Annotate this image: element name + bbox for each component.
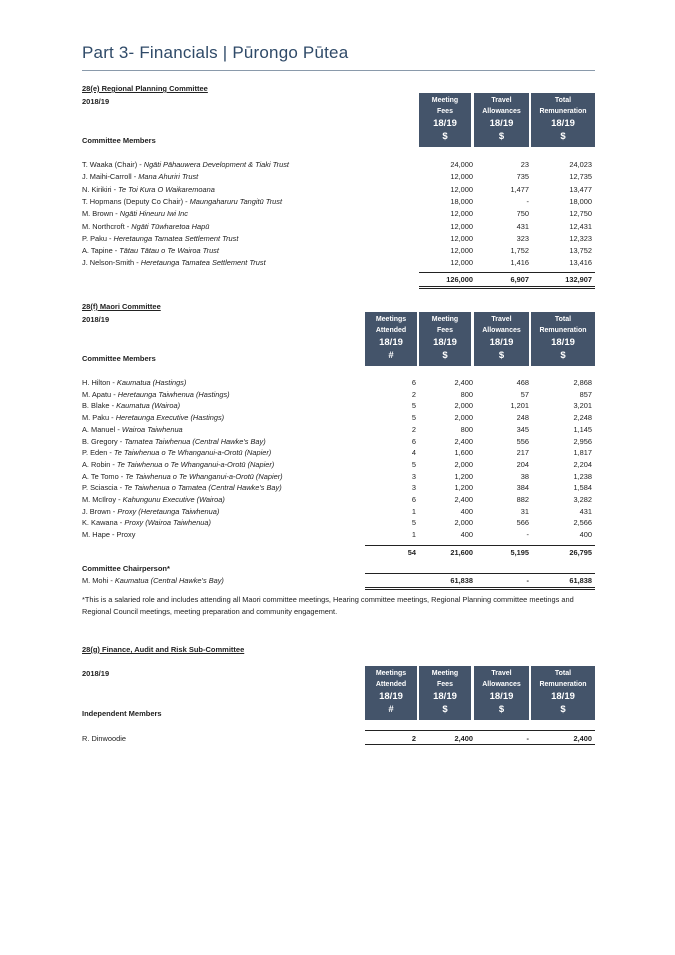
meetings-attended: 6: [411, 495, 416, 504]
header-line: 18/19: [433, 118, 457, 129]
header-line: $: [560, 704, 566, 715]
audit-header-col: [365, 666, 417, 720]
travel-allowance: 1,477: [510, 184, 529, 194]
regional-header-col: [419, 93, 471, 147]
meeting-fees: 2,000: [454, 459, 473, 469]
chair-travel: -: [526, 576, 529, 585]
member-name: [82, 245, 219, 256]
table-row: [82, 471, 595, 482]
maori-total-fees: 21,600: [450, 548, 473, 557]
header-line: 18/19: [489, 691, 514, 702]
header-line: Attended: [375, 327, 407, 334]
header-line: Fees: [437, 681, 453, 688]
meeting-fees: 12,000: [450, 172, 473, 182]
total-remuneration: 2,956: [573, 436, 592, 446]
travel-allowance: 431: [516, 221, 529, 231]
total-remuneration: 1,145: [573, 424, 592, 434]
travel-allowance: -: [526, 530, 529, 540]
header-line: Remuneration: [539, 327, 587, 334]
member-name-text: M. Northcroft -: [82, 221, 132, 231]
maori-header-col: [365, 312, 417, 366]
meeting-fees: 1,200: [454, 471, 473, 481]
member-organisation: Maungaharuru Tangitū Trust: [189, 196, 283, 206]
header-line: Allowances: [482, 108, 521, 115]
meeting-fees: 800: [460, 424, 473, 434]
member-name: [82, 482, 282, 493]
member-name: [82, 196, 282, 207]
table-row: [82, 233, 595, 244]
member-name: [82, 159, 289, 170]
member-name-text: B. Gregory -: [82, 436, 125, 446]
header-line: #: [388, 350, 394, 361]
meetings-attended: 2: [411, 734, 416, 743]
header-line: 18/19: [489, 118, 514, 129]
member-organisation: Te Toi Kura O Waikaremoana: [118, 184, 215, 194]
header-line: $: [498, 131, 505, 142]
maori-members-label: Committee Members: [82, 354, 156, 363]
meeting-fees: 12,000: [450, 184, 473, 194]
meetings-attended: 4: [411, 448, 416, 458]
travel-allowance: 384: [516, 483, 529, 493]
member-organisation: Heretaunga Executive (Hastings): [115, 413, 225, 423]
member-name: [82, 377, 186, 388]
member-name-text: A. Tapine -: [82, 246, 120, 256]
member-organisation: Mana Ahuriri Trust: [138, 172, 199, 182]
header-line: 18/19: [489, 337, 514, 348]
meeting-fees: 2,400: [454, 436, 473, 446]
meeting-fees: 12,000: [450, 246, 473, 256]
meeting-fees: 2,000: [454, 518, 473, 528]
total-remuneration: 1,817: [573, 448, 592, 458]
table-row: [82, 196, 595, 207]
total-remuneration: 431: [579, 506, 592, 516]
travel-allowance: 248: [516, 413, 529, 423]
member-name-text: T. Waaka (Chair) -: [82, 160, 144, 169]
travel-allowance: 750: [516, 209, 529, 219]
meeting-fees: 400: [460, 506, 473, 516]
audit-row-top-rule: [365, 730, 595, 731]
total-remuneration: 12,323: [569, 233, 592, 243]
total-remuneration: 2,248: [573, 413, 592, 423]
audit-heading: 28(g) Finance, Audit and Risk Sub-Committee: [82, 645, 245, 654]
total-remuneration: 13,477: [569, 184, 592, 194]
header-line: 18/19: [379, 337, 403, 348]
table-row: [82, 208, 595, 219]
meetings-attended: 3: [411, 483, 416, 493]
maori-header-col: [531, 312, 595, 366]
total-remuneration: 3,201: [573, 401, 592, 411]
total-remuneration: 2,400: [573, 734, 592, 743]
member-name: [82, 471, 283, 482]
member-name-text: J. Maihi-Carroll -: [82, 172, 139, 182]
table-row: [82, 221, 595, 232]
member-name: [82, 447, 271, 458]
travel-allowance: 217: [516, 448, 529, 458]
table-row: [82, 517, 595, 528]
member-organisation: Tātau Tātau o Te Wairoa Trust: [119, 246, 219, 256]
member-organisation: Ngāti Tūwharetoa Hapū: [131, 221, 210, 231]
maori-heading: 28(f) Maori Committee: [82, 302, 161, 311]
table-row: [82, 436, 595, 447]
chair-fees: 61,838: [450, 576, 473, 585]
chair-label: Committee Chairperson*: [82, 564, 170, 573]
chair-name: M. Mohi - Kaumatua (Central Hawke's Bay): [82, 576, 224, 585]
header-line: Meeting: [431, 316, 459, 323]
header-line: Remuneration: [539, 681, 587, 688]
header-line: Attended: [375, 681, 407, 688]
header-line: 18/19: [433, 691, 457, 702]
travel-allowance: 204: [516, 459, 529, 469]
member-organisation: Proxy (Heretaunga Taiwhenua): [117, 506, 220, 516]
table-row: [82, 529, 595, 540]
header-line: $: [560, 131, 566, 142]
meeting-fees: 12,000: [450, 221, 473, 231]
meeting-fees: 400: [460, 530, 473, 540]
header-line: Meeting: [431, 97, 459, 104]
header-line: Allowances: [482, 327, 521, 334]
travel-allowance: 1,416: [510, 258, 529, 268]
header-line: $: [498, 350, 505, 361]
regional-total-remuneration: 132,907: [565, 275, 592, 284]
member-name: [82, 400, 180, 411]
member-name-text: N. Kirikiri -: [82, 184, 119, 194]
header-line: 18/19: [551, 118, 575, 129]
travel-allowance: 882: [516, 495, 529, 504]
table-row: [82, 171, 595, 182]
header-line: Total: [554, 316, 572, 323]
travel-allowance: 38: [520, 471, 529, 481]
header-line: Allowances: [482, 681, 521, 688]
travel-allowance: 566: [516, 518, 529, 528]
header-line: Total: [554, 97, 572, 104]
member-name: [82, 389, 230, 400]
member-name-text: H. Hilton -: [82, 378, 117, 387]
member-name: [82, 221, 209, 232]
member-name-text: P. Eden -: [82, 448, 114, 458]
regional-total-row: [82, 274, 595, 285]
member-organisation: Proxy (Wairoa Taiwhenua): [124, 518, 211, 528]
member-name-text: R. Dinwoodie: [82, 734, 126, 743]
regional-year: 2018/19: [82, 97, 110, 106]
member-name-text: T. Hopmans (Deputy Co Chair) -: [82, 196, 190, 206]
audit-year: 2018/19: [82, 669, 110, 678]
member-organisation: Kahungunu Executive (Wairoa): [122, 495, 225, 504]
regional-header-col: [474, 93, 529, 147]
member-name: [82, 208, 188, 219]
header-line: Travel: [491, 316, 512, 323]
maori-header-col: [419, 312, 471, 366]
table-row: [82, 424, 595, 435]
table-row: [82, 389, 595, 400]
member-name-text: P. Sciascia -: [82, 483, 125, 493]
table-row: [82, 400, 595, 411]
member-name: [82, 517, 211, 528]
meetings-attended: 5: [411, 413, 416, 423]
chair-total: 61,838: [569, 576, 592, 585]
meeting-fees: 18,000: [450, 196, 473, 206]
meetings-attended: 6: [411, 436, 416, 446]
total-remuneration: 400: [579, 530, 592, 540]
chair-double-rule: [365, 587, 595, 590]
total-remuneration: 12,431: [569, 221, 592, 231]
member-name: [82, 506, 219, 517]
total-remuneration: 2,868: [573, 378, 592, 387]
total-remuneration: 13,752: [569, 246, 592, 256]
total-remuneration: 1,584: [573, 483, 592, 493]
travel-allowance: 23: [520, 160, 529, 169]
member-organisation: Kaumatua (Wairoa): [116, 401, 181, 411]
travel-allowance: 468: [516, 378, 529, 387]
meeting-fees: 2,000: [454, 413, 473, 423]
regional-heading: 28(e) Regional Planning Committee: [82, 84, 208, 93]
maori-total-travel: 5,195: [510, 548, 529, 557]
meeting-fees: 1,600: [454, 448, 473, 458]
header-line: Travel: [491, 97, 512, 104]
header-line: Meetings: [375, 670, 407, 677]
meeting-fees: 2,000: [454, 401, 473, 411]
member-name: [82, 184, 215, 195]
member-name-text: M. Brown -: [82, 209, 120, 219]
header-line: #: [388, 704, 394, 715]
audit-members-label: Independent Members: [82, 709, 162, 718]
member-name-text: K. Kawana -: [82, 518, 125, 528]
regional-members-label: Committee Members: [82, 136, 156, 145]
member-name-text: A. Robin -: [82, 459, 117, 469]
header-line: 18/19: [551, 337, 575, 348]
travel-allowance: 735: [516, 172, 529, 182]
member-organisation: Heretaunga Tamatea Settlement Trust: [140, 258, 266, 268]
member-name-text: J. Nelson-Smith -: [82, 258, 141, 268]
member-organisation: Ngāti Hineuru Iwi Inc: [119, 209, 188, 219]
table-row: [82, 459, 595, 470]
member-name: [82, 436, 266, 447]
travel-allowance: 1,752: [510, 246, 529, 256]
header-line: 18/19: [433, 337, 457, 348]
table-row: [82, 412, 595, 423]
table-row: [82, 245, 595, 256]
total-remuneration: 2,204: [573, 459, 592, 469]
member-name: [82, 494, 225, 505]
meeting-fees: 12,000: [450, 233, 473, 243]
total-remuneration: 857: [579, 389, 592, 399]
header-line: Remuneration: [539, 108, 587, 115]
chair-footnote: *This is a salaried role and includes attending all Maori committee meetings, Hearing committee meetings, Regional Planning committee meetings and Regional Council meetings, meeting preparation and community engagement.: [82, 595, 574, 616]
member-name-text: M. Paku -: [82, 413, 116, 423]
member-name-text: P. Paku -: [82, 233, 114, 243]
meetings-attended: 5: [411, 459, 416, 469]
travel-allowance: 31: [520, 506, 529, 516]
member-name-text: M. Apatu -: [82, 389, 118, 399]
header-line: $: [442, 131, 448, 142]
table-row: [82, 184, 595, 195]
member-name: [82, 257, 266, 268]
header-line: Fees: [437, 327, 453, 334]
regional-total-double-rule: [419, 286, 595, 289]
page-title: Part 3- Financials | Pūrongo Pūtea: [82, 43, 349, 62]
total-remuneration: 3,282: [573, 495, 592, 504]
maori-total-attended: 54: [407, 548, 416, 557]
meetings-attended: 6: [411, 378, 416, 387]
member-organisation: Heretaunga Tamatea Settlement Trust: [113, 233, 239, 243]
header-line: Meetings: [375, 316, 407, 323]
member-organisation: Tamatea Taiwhenua (Central Hawke's Bay): [124, 436, 266, 446]
member-name: [82, 529, 135, 540]
member-name: [82, 424, 183, 435]
member-name: [82, 459, 274, 470]
header-line: Fees: [437, 108, 453, 115]
meetings-attended: 5: [411, 401, 416, 411]
member-name-text: M. McIlroy -: [82, 495, 123, 504]
header-line: Meeting: [431, 670, 459, 677]
meetings-attended: 2: [411, 389, 416, 399]
member-name-text: J. Brown -: [82, 506, 118, 516]
header-line: Total: [554, 670, 572, 677]
regional-total-top-rule: [419, 272, 595, 273]
meetings-attended: 3: [411, 471, 416, 481]
meeting-fees: 12,000: [450, 258, 473, 268]
member-name: [82, 412, 224, 423]
member-name: [82, 733, 126, 744]
header-line: $: [498, 704, 505, 715]
table-row: [82, 494, 595, 505]
total-remuneration: 18,000: [569, 196, 592, 206]
chair-row: [82, 575, 595, 586]
audit-header-col: [531, 666, 595, 720]
travel-allowance: 556: [516, 436, 529, 446]
travel-allowance: 1,201: [510, 401, 529, 411]
member-organisation: Te Taiwhenua o Tamatea (Central Hawke's Bay): [124, 483, 282, 493]
table-row: [82, 257, 595, 268]
member-organisation: Te Taiwhenua o Te Whanganui-a-Orotū (Napier): [116, 459, 275, 469]
table-row: [82, 377, 595, 388]
header-line: 18/19: [551, 691, 575, 702]
meeting-fees: 800: [460, 389, 473, 399]
header-line: 18/19: [379, 691, 403, 702]
meeting-fees: 2,400: [454, 378, 473, 387]
total-remuneration: 24,023: [569, 160, 592, 169]
meetings-attended: 1: [411, 530, 416, 540]
header-line: $: [442, 704, 448, 715]
member-name: [82, 233, 238, 244]
member-name-text: A. Manuel -: [82, 424, 122, 434]
header-line: Travel: [491, 670, 512, 677]
total-remuneration: 2,566: [573, 518, 592, 528]
chair-top-rule: [365, 573, 595, 574]
member-name-text: A. Te Tomo -: [82, 471, 126, 481]
member-organisation: Wairoa Taiwhenua: [121, 424, 183, 434]
travel-allowance: -: [526, 196, 529, 206]
member-organisation: Kaumatua (Hastings): [116, 378, 187, 387]
maori-total-row: [82, 547, 595, 558]
meeting-fees: 24,000: [450, 160, 473, 169]
total-remuneration: 12,750: [569, 209, 592, 219]
maori-header-col: [474, 312, 529, 366]
audit-row-bottom-rule: [365, 744, 595, 745]
meeting-fees: 2,400: [454, 734, 473, 743]
member-organisation: Heretaunga Taiwhenua (Hastings): [117, 389, 230, 399]
total-remuneration: 1,238: [573, 471, 592, 481]
meeting-fees: 12,000: [450, 209, 473, 219]
meetings-attended: 5: [411, 518, 416, 528]
audit-header-col: [419, 666, 471, 720]
table-row: [82, 447, 595, 458]
meetings-attended: 1: [411, 506, 416, 516]
member-name: [82, 171, 198, 182]
member-name-text: M. Hape - Proxy: [82, 530, 136, 540]
meetings-attended: 2: [411, 424, 416, 434]
travel-allowance: -: [526, 734, 529, 743]
table-row: [82, 159, 595, 170]
member-organisation: Ngāti Pāhauwera Development & Tiaki Trust: [143, 160, 289, 169]
maori-year: 2018/19: [82, 315, 110, 324]
travel-allowance: 323: [516, 233, 529, 243]
regional-total-travel: 6,907: [510, 275, 529, 284]
regional-total-fees: 126,000: [446, 275, 473, 284]
regional-header-col: [531, 93, 595, 147]
header-line: $: [560, 350, 566, 361]
travel-allowance: 345: [516, 424, 529, 434]
total-remuneration: 12,735: [569, 172, 592, 182]
meeting-fees: 1,200: [454, 483, 473, 493]
member-organisation: Te Taiwhenua o Te Whanganui-a-Orotū (Napier): [113, 448, 272, 458]
meeting-fees: 2,400: [454, 495, 473, 504]
travel-allowance: 57: [520, 389, 529, 399]
maori-total-top-rule: [365, 545, 595, 546]
table-row: [82, 733, 595, 744]
header-line: $: [442, 350, 448, 361]
member-name-text: B. Blake -: [82, 401, 117, 411]
maori-total-remuneration: 26,795: [569, 548, 592, 557]
audit-header-col: [474, 666, 529, 720]
table-row: [82, 482, 595, 493]
total-remuneration: 13,416: [569, 258, 592, 268]
title-divider: [82, 70, 595, 71]
table-row: [82, 506, 595, 517]
member-organisation: Te Taiwhenua o Te Whanganui-a-Orotū (Napier): [125, 471, 283, 481]
